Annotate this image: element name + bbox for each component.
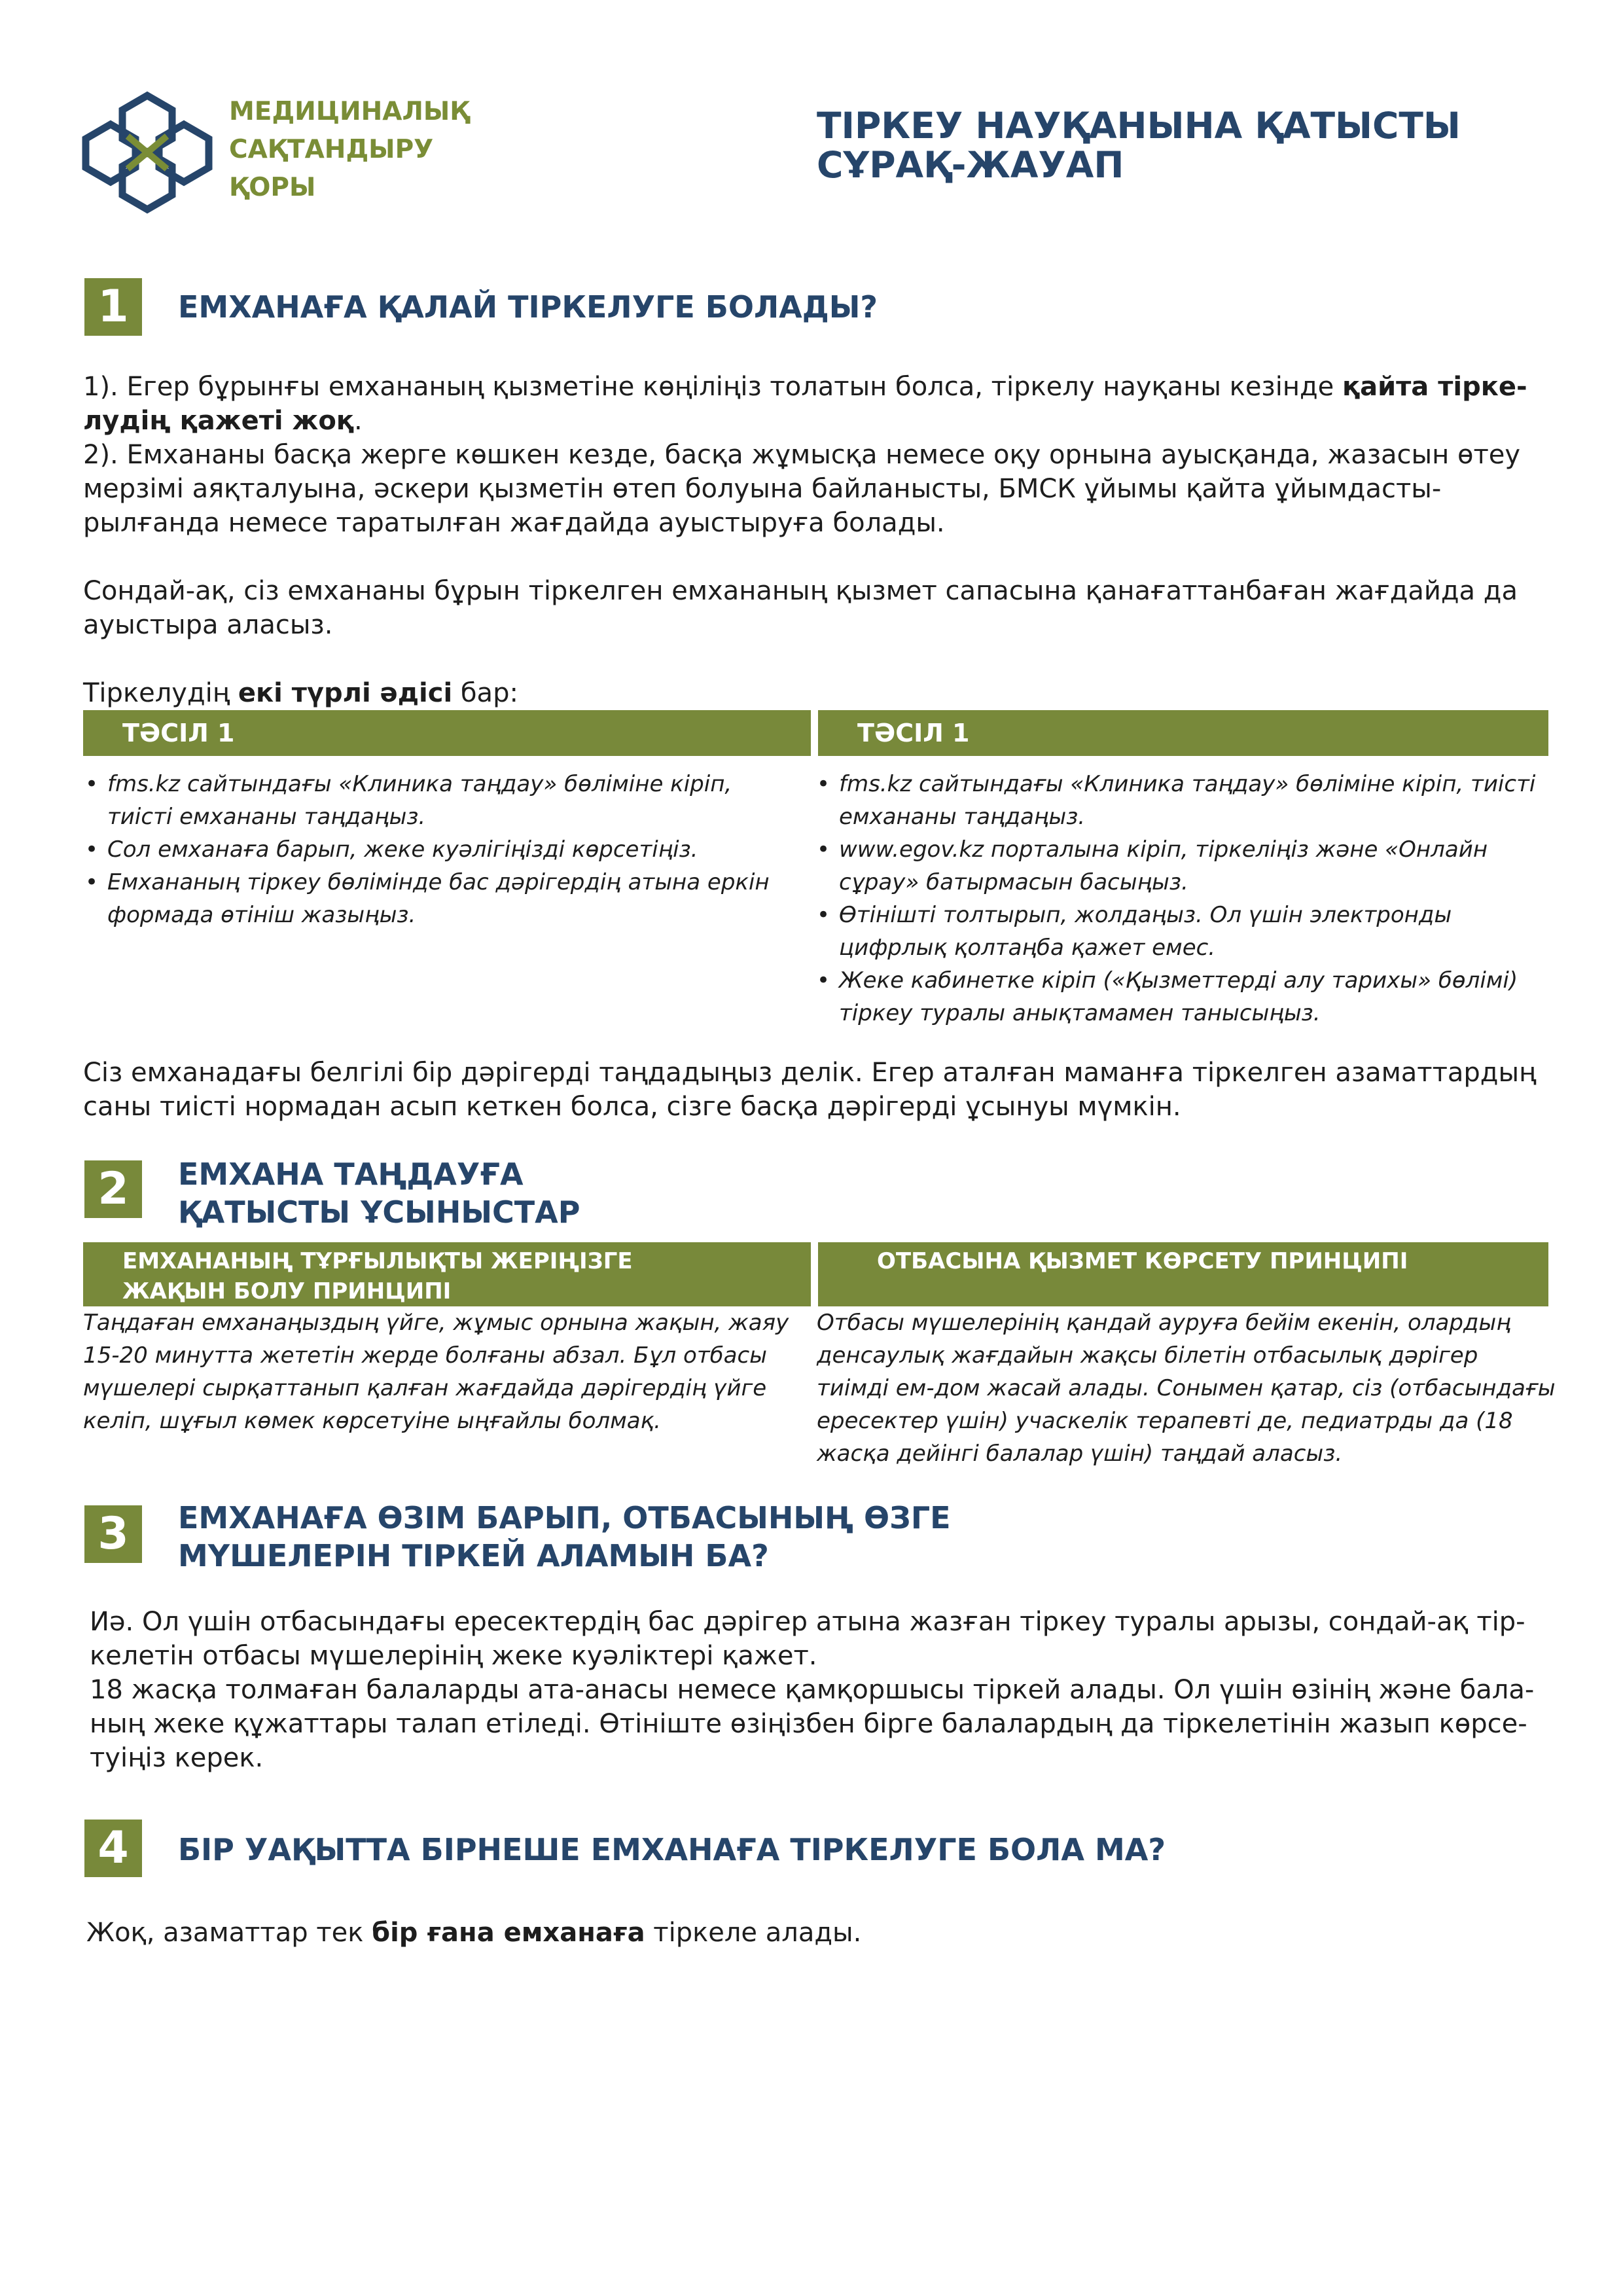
recommendation-right-text: Отбасы мүшелерінің қандай ауруға бейім екенін, олардың денсаулық жағдайын жақсы білетін отбасылық дәрігер тиімді ем-дом жасай алады. Сонымен қатар, сіз (отбасындағы ересектер үшін) учаскелік терапевті де, педиатрды да (18 жасқа дейінгі балалар үшін) таңдай аласыз. [817, 1310, 1556, 1467]
section-1-number: 1 [84, 278, 142, 336]
page-title-line-2: СҰРАҚ-ЖАУАП [817, 144, 1124, 186]
section-1-paragraph-1: 1). Егер бұрынғы емхананың қызметіне көңіліңіз толатын болса, тіркелу науқаны кезінде қайта тірке-лудің қажеті жоқ. [83, 372, 1527, 436]
logo-text [229, 93, 470, 207]
list-item: • Өтінішті толтырып, жолдаңыз. Ол үшін электронды цифрлық қолтаңба қажет емес. [817, 899, 1537, 964]
section-1-body [83, 370, 1556, 710]
recommendation-left-title-line-1: ЕМХАНАНЫҢ ТҰРҒЫЛЫҚТЫ ЖЕРІҢІЗГЕ [122, 1248, 633, 1274]
logo-line-1: МЕДИЦИНАЛЫҚ [229, 97, 470, 126]
section-1-title: ЕМХАНАҒА ҚАЛАЙ ТІРКЕЛУГЕ БОЛАДЫ? [178, 289, 878, 325]
method-left-list [85, 768, 779, 931]
section-1-paragraph-4: Тіркелудің екі түрлі әдісі бар: [83, 678, 518, 708]
list-item: • Сол емханаға барып, жеке куәлігіңізді көрсетіңіз. [85, 833, 779, 866]
section-3-title-line-1: ЕМХАНАҒА ӨЗІМ БАРЫП, ОТБАСЫНЫҢ ӨЗГЕ [178, 1500, 951, 1535]
logo-line-2: САҚТАНДЫРУ [229, 135, 434, 164]
section-1-paragraph-2: 2). Емхананы басқа жерге көшкен кезде, басқа жұмысқа немесе оқу орнына ауысқанда, жазасын өтеу мерзімі аяқталуына, әскери қызметін өтеп болуына байланысты, БМСК ұйымы қайта ұйымдасты-рылғанда немесе таратылған жағдайда ауыстыруға болады. [83, 440, 1521, 538]
list-item: • fms.kz сайтындағы «Клиника таңдау» бөліміне кіріп, тиісті емхананы таңдаңыз. [817, 768, 1537, 833]
method-left-header: ТӘСІЛ 1 [83, 710, 811, 756]
section-3-title [178, 1499, 951, 1575]
section-2-title-line-2: ҚАТЫСТЫ ҰСЫНЫСТАР [178, 1194, 580, 1230]
method-right-header: ТӘСІЛ 1 [818, 710, 1548, 756]
page-title [817, 106, 1461, 185]
recommendation-left-header [83, 1242, 811, 1306]
section-2-title-line-1: ЕМХАНА ТАҢДАУҒА [178, 1157, 524, 1192]
section-3-paragraph-1: Иә. Ол үшін отбасындағы ересектердің бас дәрігер атына жазған тіркеу туралы арызы, сондай-ақ тір-келетін отбасы мүшелерінің жеке куәліктері қажет. [90, 1607, 1525, 1671]
list-item: • fms.kz сайтындағы «Клиника таңдау» бөліміне кіріп, тиісті емхананы таңдаңыз. [85, 768, 779, 833]
section-2-number: 2 [84, 1160, 142, 1218]
page-title-line-1: ТІРКЕУ НАУҚАНЫНА ҚАТЫСТЫ [817, 105, 1461, 147]
section-4-title: БІР УАҚЫТТА БІРНЕШЕ ЕМХАНАҒА ТІРКЕЛУГЕ БОЛА МА? [178, 1832, 1166, 1867]
section-1-paragraph-3: Сондай-ақ, сіз емхананы бұрын тіркелген емхананың қызмет сапасына қанағаттанбаған жағдайда да ауыстыра аласыз. [83, 576, 1518, 640]
section-2-title [178, 1155, 580, 1231]
method-right-list [817, 768, 1537, 1030]
logo [82, 90, 213, 215]
section-3-title-line-2: МҮШЕЛЕРІН ТІРКЕЙ АЛАМЫН БА? [178, 1538, 769, 1573]
section-3-number: 3 [84, 1505, 142, 1563]
section-3-body [90, 1605, 1562, 1775]
list-item: • www.egov.kz порталына кіріп, тіркеліңіз және «Онлайн сұрау» батырмасын басыңыз. [817, 833, 1537, 899]
recommendation-left-title-line-2: ЖАҚЫН БОЛУ ПРИНЦИПІ [122, 1278, 452, 1304]
recommendation-left-text: Таңдаған емханаңыздың үйге, жұмыс орнына жақын, жаяу 15-20 минутта жететін жерде болғаны абзал. Бұл отбасы мүшелері сырқаттанып қалған жағдайда дәрігердің үйге келіп, шұғыл көмек көрсетуіне ыңғайлы болмақ. [83, 1310, 789, 1434]
section-4-paragraph-1: Жоқ, азаматтар тек бір ғана емханаға тіркеле алады. [86, 1918, 862, 1948]
list-item: • Емхананың тіркеу бөлімінде бас дәрігердің атына еркін формада өтініш жазыңыз. [85, 866, 779, 931]
list-item: • Жеке кабинетке кіріп («Қызметтерді алу тарихы» бөлімі) тіркеу туралы анықтамамен танысыңыз. [817, 964, 1537, 1030]
recommendation-right-header: ОТБАСЫНА ҚЫЗМЕТ КӨРСЕТУ ПРИНЦИПІ [818, 1242, 1548, 1306]
section-3-paragraph-2: 18 жасқа толмаған балаларды ата-анасы немесе қамқоршысы тіркей алады. Ол үшін өзінің және бала-ның жеке құжаттары талап етіледі. Өтініште өзіңізбен бірге балалардың да тіркелетінін жазып көрсе-туіңіз керек. [90, 1675, 1535, 1773]
section-1-paragraph-5: Сіз емханадағы белгілі бір дәрігерді таңдадыңыз делік. Егер аталған маманға тіркелген азаматтардың саны тиісті нормадан асып кеткен болса, сізге басқа дәрігерді ұсынуы мүмкін. [83, 1058, 1537, 1122]
logo-line-3: ҚОРЫ [229, 173, 316, 202]
section-4-number: 4 [84, 1820, 142, 1877]
logo-icon [82, 90, 213, 215]
